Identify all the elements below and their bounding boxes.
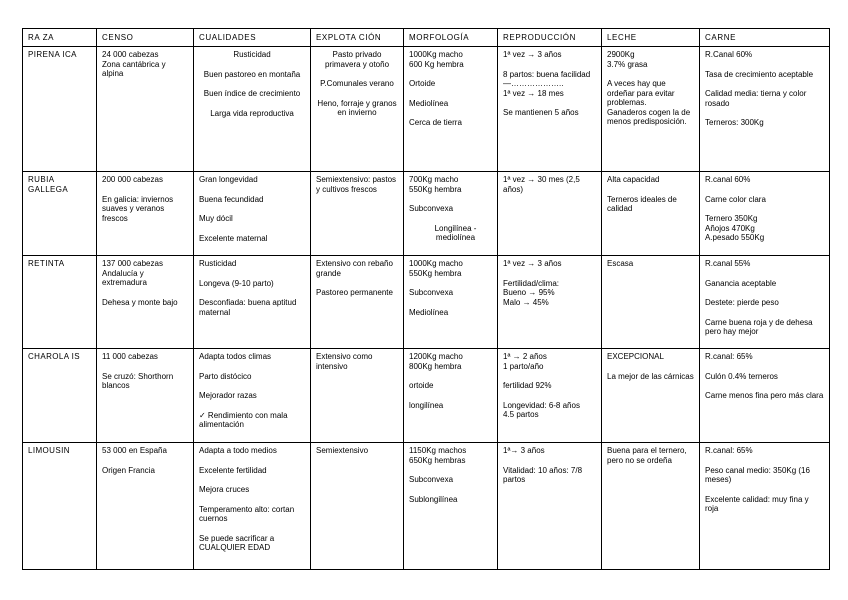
header-raza: RA ZA xyxy=(23,29,97,47)
cell-raza: CHAROLA IS xyxy=(23,349,97,443)
cell-text: ortoide xyxy=(409,381,434,390)
cell-text: fertilidad 92% xyxy=(503,381,552,390)
cell-explotacion xyxy=(311,172,404,256)
cell-text: 700Kg macho 550Kg hembra xyxy=(409,175,462,194)
cell-raza: PIRENA ICA xyxy=(23,47,97,172)
cell-raza: LIMOUSIN xyxy=(23,443,97,570)
cell-text: Larga vida reproductiva xyxy=(210,108,294,118)
cell-raza: RUBIA GALLEGA xyxy=(23,172,97,256)
cell-text: Excelente calidad: muy fina y roja xyxy=(705,494,809,513)
cell-text: 1000Kg macho 600 Kg hembra xyxy=(409,50,464,69)
cell-text: Pasto privado primavera y otoño xyxy=(324,50,390,69)
cell-cualidades xyxy=(194,256,311,349)
cell-text: Buen índice de crecimiento xyxy=(203,89,301,98)
cell-text: R.canal: 65% xyxy=(705,352,753,361)
cell-text: Subconvexa xyxy=(409,288,454,297)
cell-text: Subconvexa xyxy=(409,204,454,213)
cell-carne xyxy=(700,349,830,443)
cell-text: Temperamento alto: cortan cuernos xyxy=(199,504,295,523)
table-body xyxy=(23,47,830,570)
cell-text: Excelente maternal xyxy=(199,233,268,243)
cell-text: Adapta todos climas xyxy=(199,352,272,361)
header-morfologia: MORFOLOGÍA xyxy=(404,29,498,47)
cell-text: 53 000 en España xyxy=(102,446,167,455)
cell-text: Mediolínea xyxy=(409,307,449,317)
cell-censo xyxy=(97,47,194,172)
header-carne: CARNE xyxy=(700,29,830,47)
header-leche: LECHE xyxy=(602,29,700,47)
cell-text: ✓ Rendimiento con mala alimentación xyxy=(199,410,288,429)
cell-leche xyxy=(602,172,700,256)
cell-explotacion xyxy=(311,349,404,443)
cell-censo xyxy=(97,443,194,570)
cell-text: Se mantienen 5 años xyxy=(503,108,579,117)
cell-text: Rusticidad xyxy=(199,259,237,268)
table-row xyxy=(23,47,830,172)
header-reproduccion: REPRODUCCIÓN xyxy=(498,29,602,47)
cell-censo xyxy=(97,172,194,256)
cell-explotacion xyxy=(311,443,404,570)
cell-text: Semiextensivo: pastos y cultivos frescos xyxy=(316,175,397,194)
cell-explotacion xyxy=(311,256,404,349)
cell-text: Subconvexa xyxy=(409,475,454,484)
cell-morfologia xyxy=(404,443,498,570)
cell-text: Carne color clara xyxy=(705,194,766,204)
cell-raza: RETINTA xyxy=(23,256,97,349)
cell-text: Extensivo como intensivo xyxy=(316,352,373,371)
cell-text: Adapta a todo medios xyxy=(199,446,277,455)
cell-carne xyxy=(700,256,830,349)
cell-text: R.Canal 60% xyxy=(705,50,753,59)
cell-text: A veces hay que ordeñar para evitar problemas. Ganaderos cogen la de menos predisposición. xyxy=(607,79,691,126)
cell-text: 1150Kg machos 650Kg hembras xyxy=(409,446,467,465)
cell-text: Origen Francia xyxy=(102,465,155,475)
cell-morfologia xyxy=(404,349,498,443)
cell-carne xyxy=(700,443,830,570)
cell-text: Buena para el ternero, pero no se ordeña xyxy=(607,446,687,465)
cell-text: 1ª vez → 30 mes (2,5 años) xyxy=(503,175,580,194)
cell-text: R.canal 55% xyxy=(705,259,751,268)
cell-text: Ortoide xyxy=(409,79,436,88)
cell-text: Heno, forraje y granos en invierno xyxy=(317,98,397,117)
cell-text: EXCEPCIONAL xyxy=(607,352,664,361)
cell-text: Pastoreo permanente xyxy=(316,288,393,297)
header-explotacion: EXPLOTA CIÓN xyxy=(311,29,404,47)
cell-text: 137 000 cabezas Andalucía y extremadura xyxy=(102,259,163,287)
cell-text: Culón 0.4% terneros xyxy=(705,371,778,381)
cell-text: Mediolínea xyxy=(409,98,449,108)
cell-text: 1ª → 2 años 1 parto/año xyxy=(503,352,547,371)
cell-text: Muy dócil xyxy=(199,214,233,223)
cell-cualidades xyxy=(194,172,311,256)
cell-text: Gran longevidad xyxy=(199,175,258,184)
cell-text: Extensivo con rebaño grande xyxy=(316,259,393,278)
table-row xyxy=(23,443,830,570)
cell-text: Fertilidad/clima: Bueno → 95% Malo → 45% xyxy=(503,278,560,307)
cell-text: Carne menos fina pero más clara xyxy=(705,391,824,400)
cell-text: Longevidad: 6-8 años 4.5 partos xyxy=(503,400,580,419)
cell-text: Desconfiada: buena aptitud maternal xyxy=(199,298,297,317)
cell-morfologia xyxy=(404,172,498,256)
cell-text: Se puede sacrificar a CUALQUIER EDAD xyxy=(199,533,275,552)
cell-text: Excelente fertilidad xyxy=(199,465,267,475)
cell-text: longilínea xyxy=(409,400,444,410)
cell-text: Ternero 350Kg Añojos 470Kg A.pesado 550Kg xyxy=(705,214,765,242)
cell-text: Buena fecundidad xyxy=(199,194,264,204)
cell-carne xyxy=(700,47,830,172)
cell-text: Carne buena roja y de dehesa pero hay mejor xyxy=(705,317,813,336)
cell-text: Peso canal medio: 350Kg (16 meses) xyxy=(705,465,810,484)
cell-text: Terneros: 300Kg xyxy=(705,118,764,127)
cell-text: Escasa xyxy=(607,259,634,268)
cell-text: 1ª vez → 3 años xyxy=(503,259,562,268)
cell-text: 1200Kg macho 800Kg hembra xyxy=(409,352,463,371)
cell-text: Cerca de tierra xyxy=(409,118,462,127)
cell-text: Tasa de crecimiento aceptable xyxy=(705,69,814,79)
cell-text: 1ª→ 3 años xyxy=(503,446,545,455)
cell-reproduccion xyxy=(498,256,602,349)
cell-text: Destete: pierde peso xyxy=(705,298,779,307)
cell-text: 8 partos: buena facilidad —……………….. 1ª vez → 18 mes xyxy=(503,69,591,98)
cell-text: En galicia: inviernos suaves y veranos frescos xyxy=(102,194,174,223)
cell-text: P.Comunales verano xyxy=(320,79,394,88)
cell-text: La mejor de las cárnicas xyxy=(607,371,694,381)
breeds-table xyxy=(22,28,830,570)
cell-text: Longilínea - mediolínea xyxy=(434,223,477,242)
cell-explotacion xyxy=(311,47,404,172)
cell-cualidades xyxy=(194,47,311,172)
cell-morfologia xyxy=(404,256,498,349)
cell-text: R.canal 60% xyxy=(705,175,751,184)
cell-text: 11 000 cabezas xyxy=(102,352,158,361)
cell-text: Semiextensivo xyxy=(316,446,369,455)
cell-text: Mejora cruces xyxy=(199,485,250,494)
cell-text: 1000Kg macho 550Kg hembra xyxy=(409,259,463,278)
cell-text: Calidad media: tierna y color rosado xyxy=(705,89,807,108)
cell-cualidades xyxy=(194,443,311,570)
header-row xyxy=(23,29,830,47)
cell-text: Rusticidad xyxy=(233,50,271,59)
cell-leche xyxy=(602,256,700,349)
cell-reproduccion xyxy=(498,172,602,256)
table-row xyxy=(23,349,830,443)
cell-text: Mejorador razas xyxy=(199,391,257,400)
cell-text: R.canal: 65% xyxy=(705,446,753,455)
cell-censo xyxy=(97,256,194,349)
cell-text: Longeva (9-10 parto) xyxy=(199,278,274,288)
cell-censo xyxy=(97,349,194,443)
cell-text: Se cruzó: Shorthorn blancos xyxy=(102,371,174,390)
cell-text: 24 000 cabezas Zona cantábrica y alpina xyxy=(102,50,166,78)
cell-text: Parto distócico xyxy=(199,371,252,381)
cell-text: Buen pastoreo en montaña xyxy=(203,69,301,79)
cell-text: Sublongilínea xyxy=(409,494,458,504)
cell-carne xyxy=(700,172,830,256)
cell-text: 200 000 cabezas xyxy=(102,175,163,184)
cell-text: 2900Kg 3.7% grasa xyxy=(607,50,648,69)
cell-reproduccion xyxy=(498,47,602,172)
table-row xyxy=(23,256,830,349)
cell-text: Vitalidad: 10 años: 7/8 partos xyxy=(503,465,583,484)
table-row xyxy=(23,172,830,256)
header-cualidades: CUALIDADES xyxy=(194,29,311,47)
cell-reproduccion xyxy=(498,443,602,570)
cell-text: Terneros ideales de calidad xyxy=(607,194,677,213)
cell-text: Dehesa y monte bajo xyxy=(102,297,178,307)
cell-leche xyxy=(602,47,700,172)
cell-text: 1ª vez → 3 años xyxy=(503,50,562,59)
cell-morfologia xyxy=(404,47,498,172)
cell-reproduccion xyxy=(498,349,602,443)
header-censo: CENSO xyxy=(97,29,194,47)
cell-leche xyxy=(602,443,700,570)
cell-cualidades xyxy=(194,349,311,443)
cell-leche xyxy=(602,349,700,443)
cell-text: Alta capacidad xyxy=(607,175,660,184)
cell-text: Ganancia aceptable xyxy=(705,278,777,288)
